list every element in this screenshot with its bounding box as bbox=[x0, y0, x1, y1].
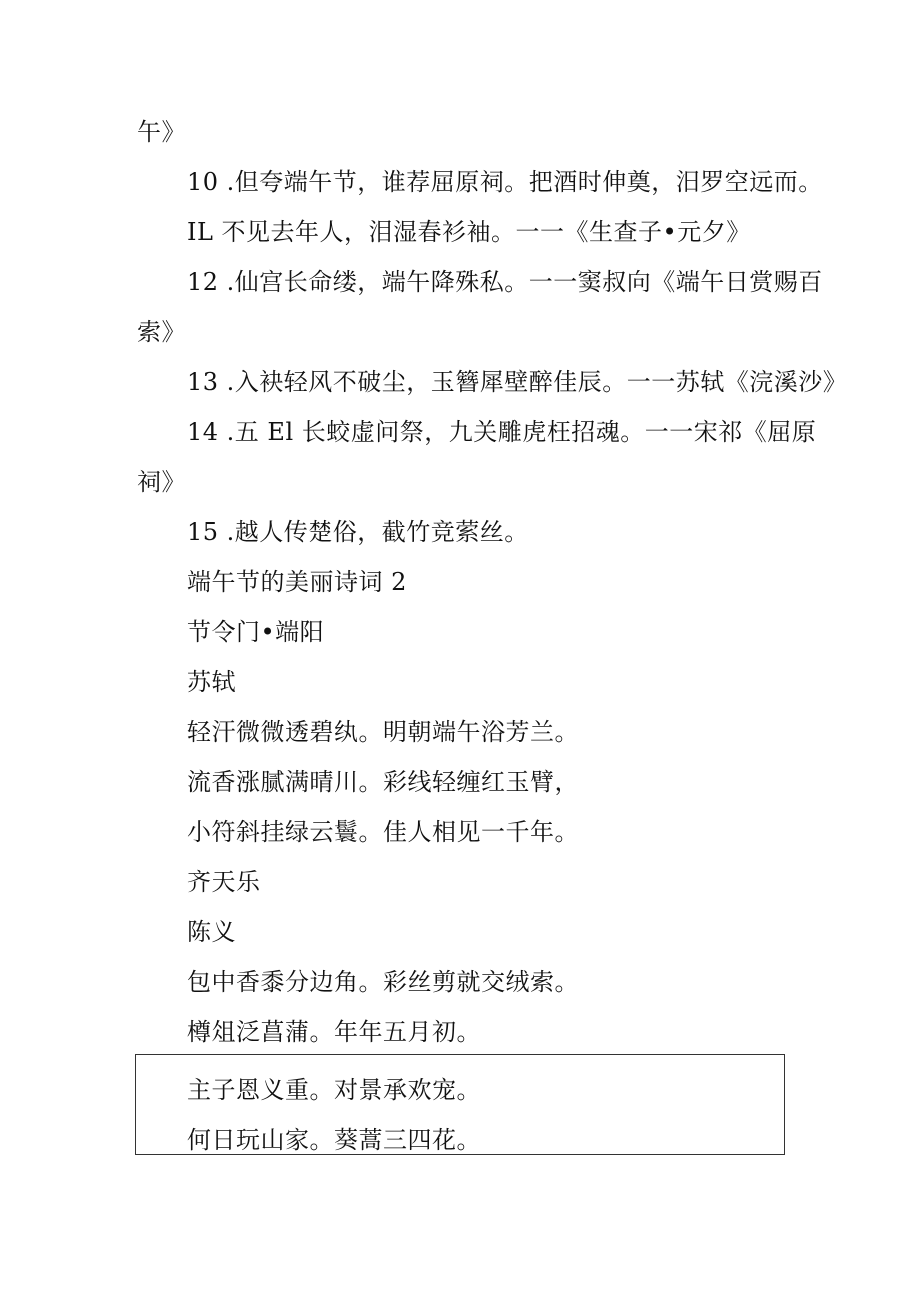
section-heading: 端午节的美丽诗词 2 bbox=[187, 568, 407, 596]
poem-title: 齐天乐 bbox=[187, 868, 261, 896]
poem-line: 何日玩山家。葵蒿三四花。 bbox=[187, 1126, 481, 1154]
text-line: 14 .五 El 长蛟虚问祭，九关雕虎枉招魂。一一宋祁《屈原 bbox=[187, 418, 817, 446]
text-line: 10 .但夸端午节，谁荐屈原祠。把酒时伸奠，汨罗空远而。 bbox=[187, 168, 823, 196]
poem-line: 小符斜挂绿云鬟。佳人相见一千年。 bbox=[187, 818, 579, 846]
poem-line: 流香涨腻满晴川。彩线轻缠红玉臂， bbox=[187, 768, 579, 796]
text-line: 12 .仙宫长命缕，端午降殊私。一一窦叔向《端午日赏赐百 bbox=[187, 268, 823, 296]
poem-line: 主子恩义重。对景承欢宠。 bbox=[187, 1076, 481, 1104]
text-line: 午》 bbox=[137, 118, 186, 146]
text-line: 13 .入袂轻风不破尘，玉簪犀壁醉佳辰。一一苏轼《浣溪沙》 bbox=[187, 368, 848, 396]
poem-author: 苏轼 bbox=[187, 668, 236, 696]
text-line: 15 .越人传楚俗，截竹竞萦丝。 bbox=[187, 518, 529, 546]
text-line: 祠》 bbox=[137, 468, 186, 496]
text-line: IL 不见去年人，泪湿春衫袖。一一《生查子•元夕》 bbox=[187, 218, 751, 246]
poem-line: 包中香黍分边角。彩丝剪就交绒索。 bbox=[187, 968, 579, 996]
poem-author: 陈义 bbox=[187, 918, 236, 946]
text-line: 索》 bbox=[137, 318, 186, 346]
poem-title: 节令门•端阳 bbox=[187, 618, 325, 646]
poem-line: 樽俎泛菖蒲。年年五月初。 bbox=[187, 1018, 481, 1046]
poem-line: 轻汗微微透碧纨。明朝端午浴芳兰。 bbox=[187, 718, 579, 746]
